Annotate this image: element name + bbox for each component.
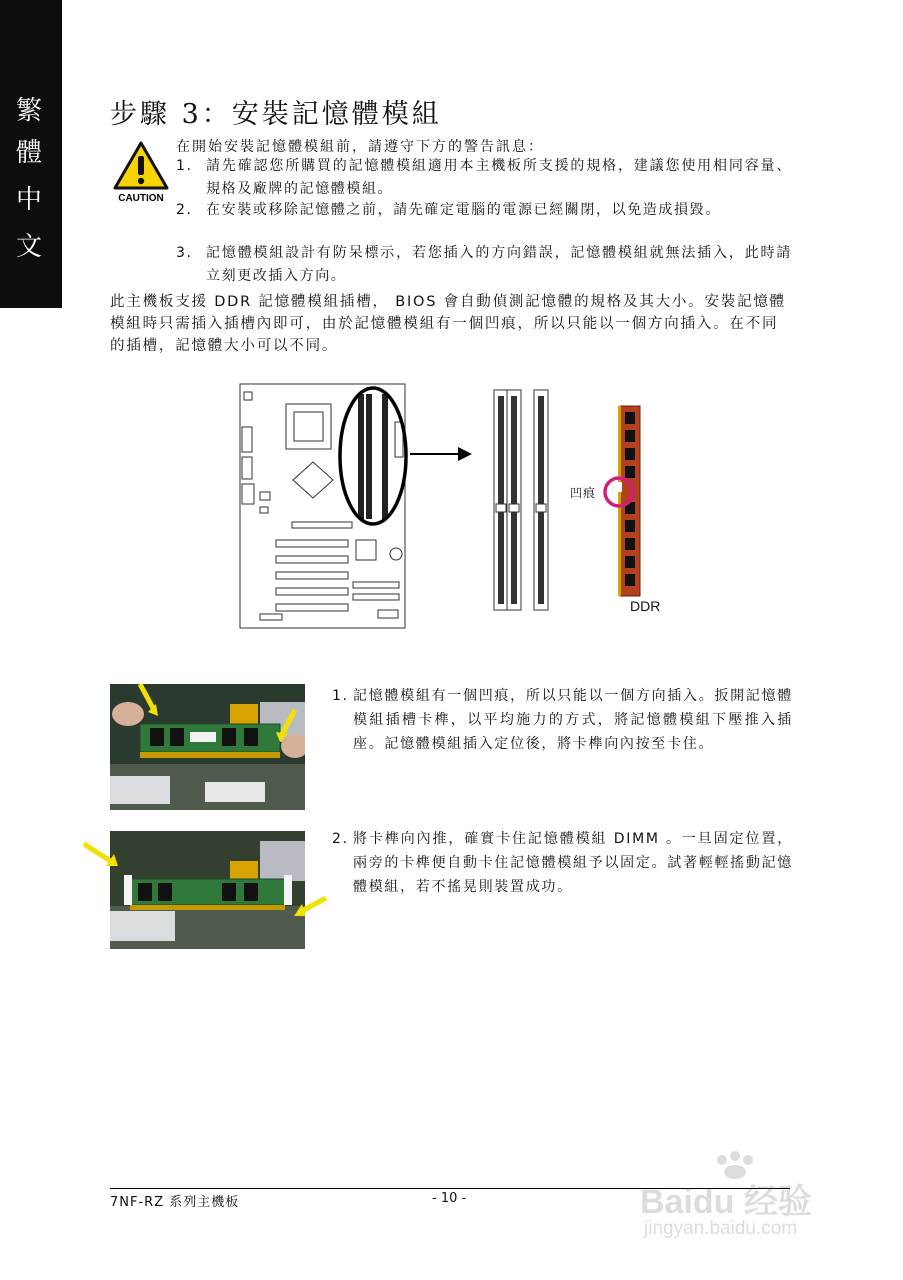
caution-item-number: 1. <box>176 158 193 174</box>
clip-arrow-left-icon <box>82 840 122 870</box>
caution-item-text: 在安裝或移除記憶體之前，請先確定電腦的電源已經關閉，以免造成損毀。 <box>206 202 721 218</box>
cpu-socket <box>286 404 331 449</box>
install-photo-1 <box>110 684 305 810</box>
chipset <box>293 462 333 498</box>
pointer-arrow-icon <box>458 447 472 461</box>
enlarged-dimm-slots <box>494 390 548 610</box>
install-photo-2 <box>110 831 305 949</box>
side-tab-char: 體 <box>16 138 43 168</box>
ddr-label: DDR <box>630 598 661 614</box>
install-step-text: 將卡榫向內推，確實卡住記憶體模組 DIMM 。一旦固定位置，兩旁的卡榫便自動卡住記憶體模組予以固定。試著輕輕搖動記憶體模組，若不搖晃則裝置成功。 <box>353 831 793 895</box>
clip-arrow-right-icon <box>290 894 328 920</box>
page-title: 步驟 3：安裝記憶體模組 <box>110 99 442 130</box>
intro-paragraph: 此主機板支援 DDR 記憶體模組插槽， BIOS 會自動偵測記憶體的規格及其大小。安裝記憶體模組時只需插入插槽內即可，由於記憶體模組有一個凹痕，所以只能以一個方向插入。在不同的插槽，記憶體大小可以不同。 <box>110 294 786 354</box>
footer-model: 7NF-RZ 系列主機板 <box>110 1195 240 1210</box>
side-tab-char: 繁 <box>16 96 43 126</box>
notch-label: 凹痕 <box>570 486 597 500</box>
watermark-brand: Baidu 经验 <box>640 1183 812 1221</box>
install-step-text: 記憶體模組有一個凹痕，所以只能以一個方向插入。扳開記憶體模組插槽卡榫，以平均施力的方式，將記憶體模組下壓推入插座。記憶體模組插入定位後，將卡榫向內按至卡住。 <box>353 688 793 752</box>
watermark-url: jingyan.baidu.com <box>644 1218 798 1239</box>
baidu-watermark <box>640 1150 860 1250</box>
dimm-highlight-ellipse <box>340 388 406 524</box>
install-step-number: 2. <box>332 831 349 847</box>
caution-intro: 在開始安裝記憶體模組前，請遵守下方的警告訊息： <box>176 139 544 155</box>
caution-icon <box>112 140 170 204</box>
memory-slot-diagram <box>238 382 668 632</box>
caution-item-text: 記憶體模組設計有防呆標示，若您插入的方向錯誤，記憶體模組就無法插入，此時請立刻更改插入方向。 <box>206 245 792 284</box>
footer-page-number: - 10 - <box>432 1191 467 1206</box>
caution-item-number: 3. <box>176 245 193 261</box>
side-tab-char: 中 <box>16 185 43 215</box>
caution-item-text: 請先確認您所購買的記憶體模組適用本主機板所支援的規格，建議您使用相同容量、規格及廠牌的記憶體模組。 <box>206 158 792 197</box>
side-tab-char: 文 <box>16 232 43 262</box>
install-step-number: 1. <box>332 688 349 704</box>
caution-item-number: 2. <box>176 202 193 218</box>
caution-label: CAUTION <box>118 193 164 204</box>
language-side-tab <box>0 0 62 308</box>
